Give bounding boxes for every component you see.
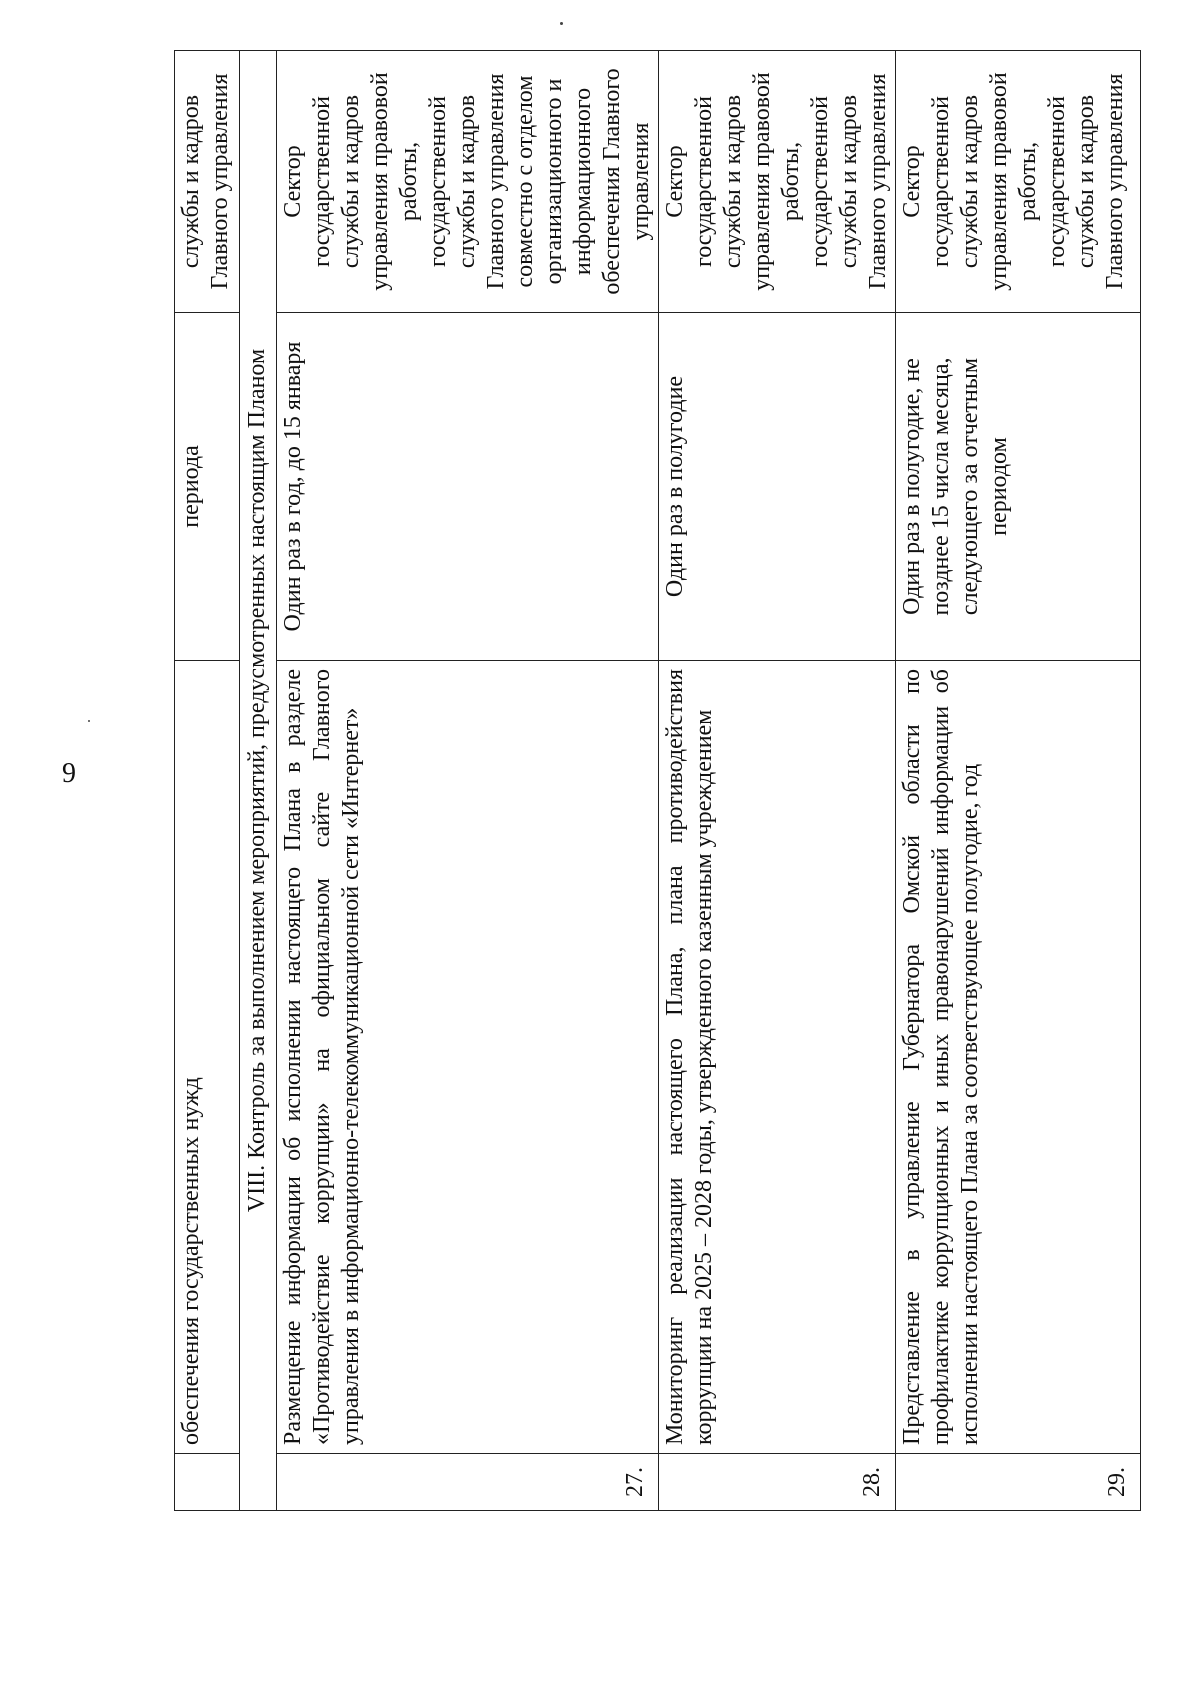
row-period: Один раз в полугодие	[659, 313, 896, 661]
table-row	[277, 51, 659, 1511]
table-row	[659, 51, 896, 1511]
table-row	[896, 51, 1141, 1511]
row-executor: Сектор государственной службы и кадров управления правовой работы, государственной службы и кадров Главного управления	[896, 51, 1141, 313]
row-period: Один раз в полугодие, не позднее 15 числа месяца, следующего за отчетным периодом	[896, 313, 1141, 661]
section-row	[240, 51, 277, 1511]
plan-table	[174, 50, 1141, 1511]
row-description: Размещение информации об исполнении настоящего Плана в разделе «Противодействие коррупции» на официальном сайте Главного управления в информационно-телекоммуникационной сети «Интернет»	[277, 661, 659, 1454]
description-cell: обеспечения государственных нужд	[175, 661, 240, 1454]
row-period: Один раз в год, до 15 января	[277, 313, 659, 661]
plan-table-rotated	[174, 51, 1130, 1511]
section-title: VIII. Контроль за выполнением мероприятий, предусмотренных настоящим Планом	[240, 51, 277, 1511]
continuation-row	[175, 51, 240, 1511]
row-executor: Сектор государственной службы и кадров управления правовой работы, государственной службы и кадров Главного управления	[659, 51, 896, 313]
number-cell	[175, 1454, 240, 1511]
row-description: Мониторинг реализации настоящего Плана, плана противодействия коррупции на 2025 – 2028 годы, утвержденного казенным учреждением	[659, 661, 896, 1454]
executor-cell: службы и кадров Главного управления	[175, 51, 240, 313]
row-executor: Сектор государственной службы и кадров управления правовой работы, государственной службы и кадров Главного управления совместно с отделом организационного и информационного обеспечения Главного управления	[277, 51, 659, 313]
row-number: 27.	[277, 1454, 659, 1511]
page-number: 9	[62, 758, 76, 789]
row-number: 29.	[896, 1454, 1141, 1511]
row-number: 28.	[659, 1454, 896, 1511]
period-cell: периода	[175, 313, 240, 661]
row-description: Представление в управление Губернатора Омской области по профилактике коррупционных и иных правонарушений информации об исполнении настоящего Плана за соответствующее полугодие, год	[896, 661, 1141, 1454]
